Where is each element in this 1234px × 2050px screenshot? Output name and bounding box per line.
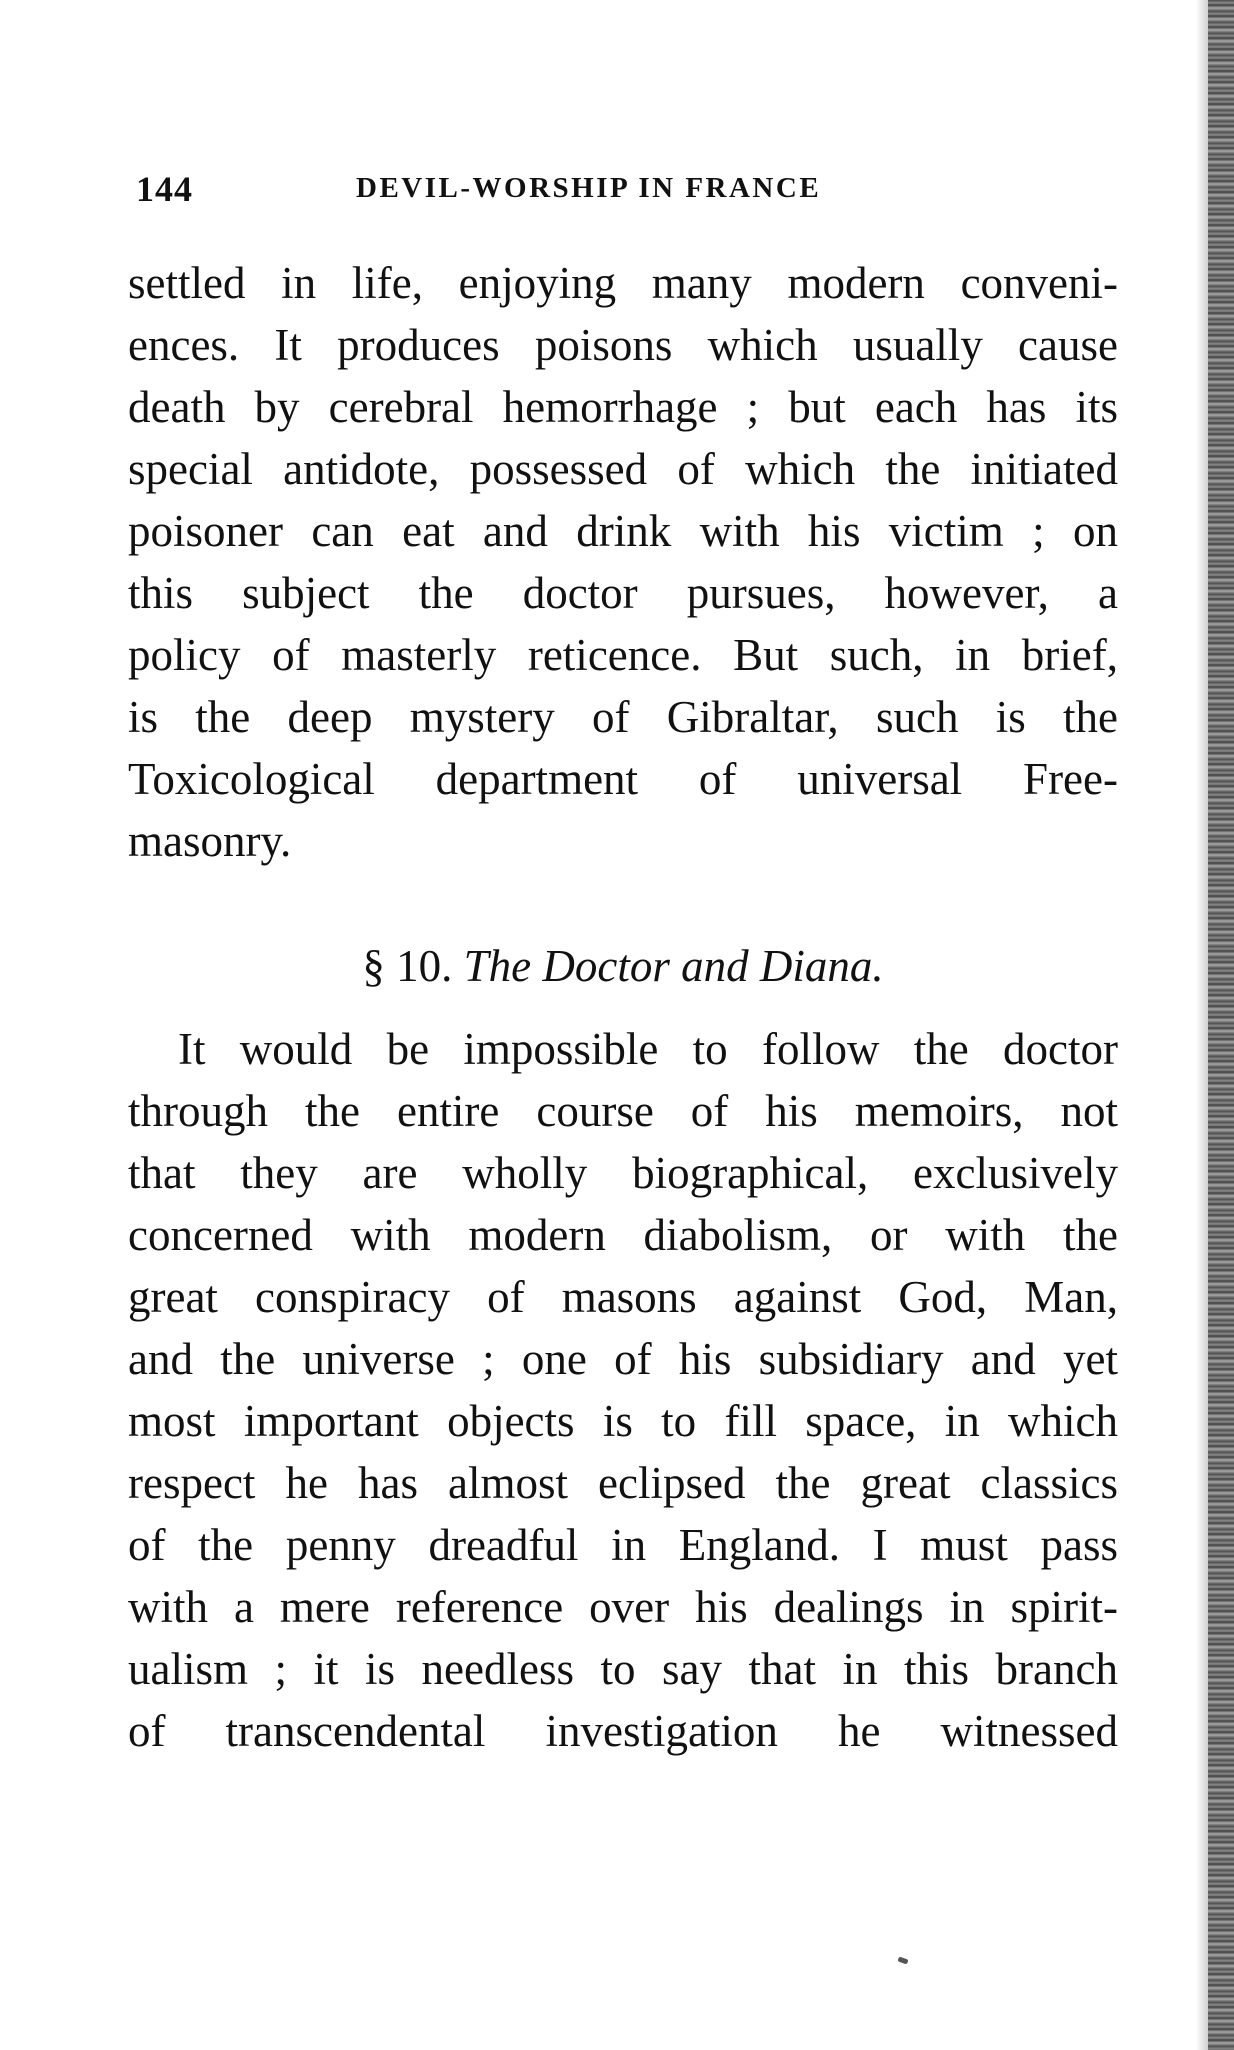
text-line: special antidote, possessed of which the initiated	[128, 444, 1118, 494]
section-number: § 10.	[362, 941, 453, 991]
text-line: death by cerebral hemorrhage ; but each has its	[128, 382, 1118, 432]
text-line: most important objects is to fill space, in which	[128, 1396, 1118, 1446]
text-line: that they are wholly biographical, exclusively	[128, 1148, 1118, 1198]
text-line: Toxicological department of universal Free-	[128, 754, 1118, 804]
text-line: and the universe ; one of his subsidiary and yet	[128, 1334, 1118, 1384]
text-line: poisoner can eat and drink with his victim ; on	[128, 506, 1118, 556]
text-line: respect he has almost eclipsed the great classics	[128, 1458, 1118, 1508]
text-line: with a mere reference over his dealings in spirit-	[128, 1582, 1118, 1632]
section-heading	[128, 935, 1118, 997]
page-header	[136, 168, 1126, 218]
page-number: 144	[136, 169, 193, 209]
page-edge-gradient	[1196, 0, 1208, 2050]
page-edge-shadow	[1208, 0, 1234, 2050]
text-line: concerned with modern diabolism, or with the	[128, 1210, 1118, 1260]
running-title: DEVIL-WORSHIP IN FRANCE	[356, 172, 822, 204]
text-line: ualism ; it is needless to say that in this branch	[128, 1644, 1118, 1694]
ink-speck	[897, 1956, 908, 1964]
text-line: of transcendental investigation he witnessed	[128, 1706, 1118, 1756]
text-line: settled in life, enjoying many modern conveni-	[128, 258, 1118, 308]
section-title: The Doctor and Diana.	[463, 941, 884, 991]
text-line: is the deep mystery of Gibraltar, such is the	[128, 692, 1118, 742]
text-line: policy of masterly reticence. But such, in brief,	[128, 630, 1118, 680]
text-line: masonry.	[128, 816, 292, 866]
text-line: of the penny dreadful in England. I must pass	[128, 1520, 1118, 1570]
text-line: ences. It produces poisons which usually cause	[128, 320, 1118, 370]
text-line: It would be impossible to follow the doctor	[178, 1024, 1118, 1074]
text-line: this subject the doctor pursues, however, a	[128, 568, 1118, 618]
paragraph-one	[128, 252, 1118, 872]
text-line: through the entire course of his memoirs, not	[128, 1086, 1118, 1136]
text-line: great conspiracy of masons against God, Man,	[128, 1272, 1118, 1322]
paragraph-two	[128, 1018, 1118, 1762]
